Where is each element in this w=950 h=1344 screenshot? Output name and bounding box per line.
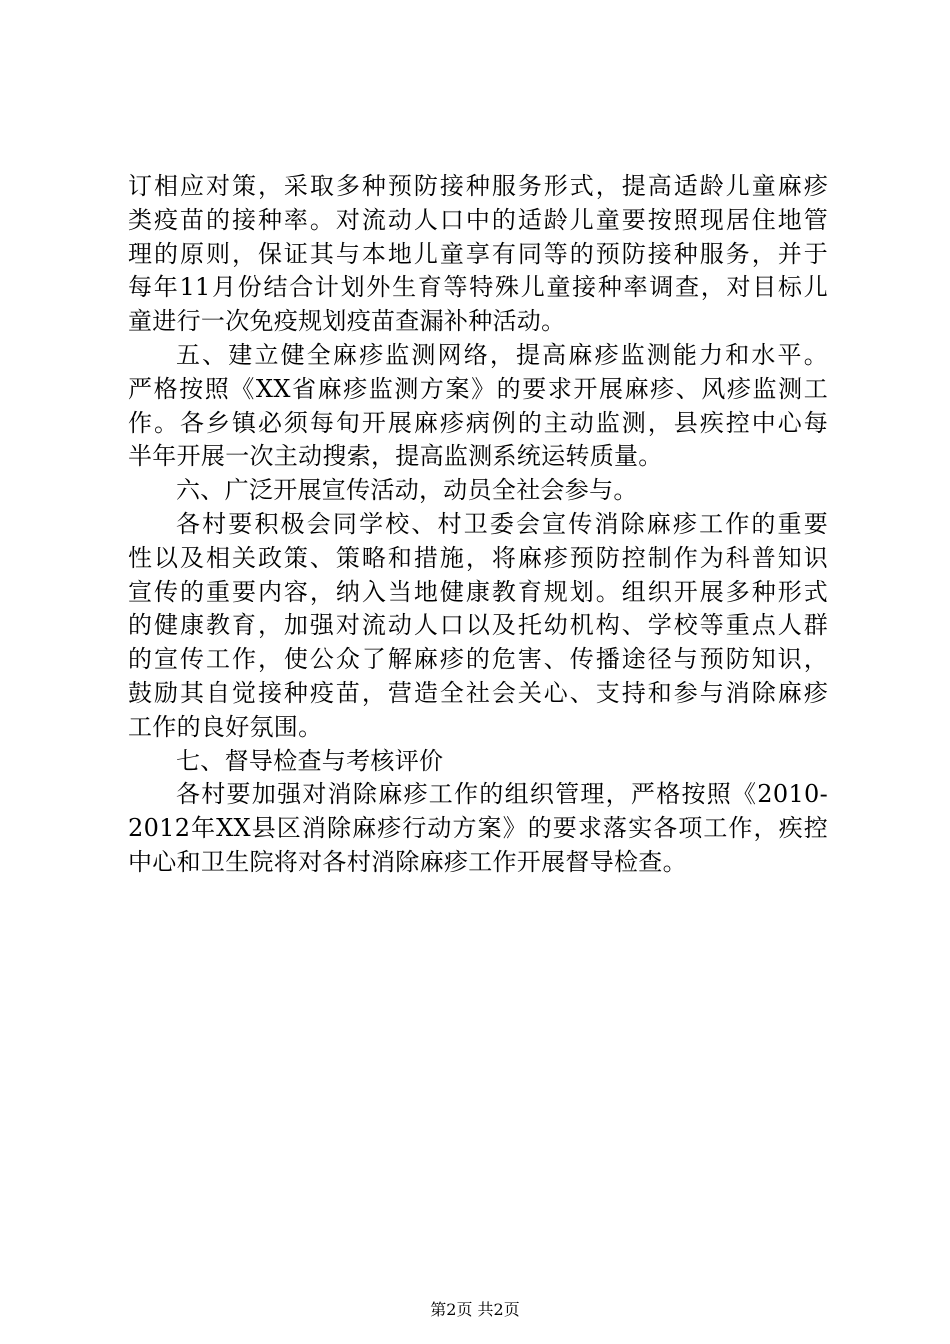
text-line: 理的原则，保证其与本地儿童享有同等的预防接种服务，并于 [128,239,828,268]
text-line: 五、建立健全麻疹监测网络，提高麻疹监测能力和水平。 [176,340,828,369]
text-line: 作。各乡镇必须每旬开展麻疹病例的主动监测，县疾控中心每 [128,408,828,437]
text-line: 类疫苗的接种率。对流动人口中的适龄儿童要按照现居住地管 [128,205,828,234]
text-line: 中心和卫生院将对各村消除麻疹工作开展督导检查。 [128,847,687,876]
text-line: 的健康教育，加强对流动人口以及托幼机构、学校等重点人群 [128,611,828,640]
document-body [128,170,828,880]
text-line: 各村要积极会同学校、村卫委会宣传消除麻疹工作的重要 [176,509,828,538]
text-line: 订相应对策，采取多种预防接种服务形式，提高适龄儿童麻疹 [128,172,828,200]
text-line: 各村要加强对消除麻疹工作的组织管理，严格按照《2010- [176,780,828,809]
text-line: 七、督导检查与考核评价 [176,746,444,775]
text-line: 2012年XX县区消除麻疹行动方案》的要求落实各项工作，疾控 [128,814,828,843]
text-line: 性以及相关政策、策略和措施，将麻疹预防控制作为科普知识 [128,543,828,572]
text-line: 半年开展一次主动搜索，提高监测系统运转质量。 [128,442,663,471]
page-number-label: 第2页 共2页 [430,1300,520,1319]
text-line: 童进行一次免疫规划疫苗查漏补种活动。 [128,307,566,336]
text-line: 宣传的重要内容，纳入当地健康教育规划。组织开展多种形式 [128,577,828,606]
text-line: 每年11月份结合计划外生育等特殊儿童接种率调查，对目标儿 [128,273,828,302]
text-line: 鼓励其自觉接种疫苗，营造全社会关心、支持和参与消除麻疹 [128,678,828,707]
text-line: 六、广泛开展宣传活动，动员全社会参与。 [176,476,638,505]
text-line: 的宣传工作，使公众了解麻疹的危害、传播途径与预防知识， [128,645,828,674]
text-line: 工作的良好氛围。 [128,712,323,741]
text-line: 严格按照《XX省麻疹监测方案》的要求开展麻疹、风疹监测工 [128,374,828,403]
page-footer [0,1300,950,1320]
